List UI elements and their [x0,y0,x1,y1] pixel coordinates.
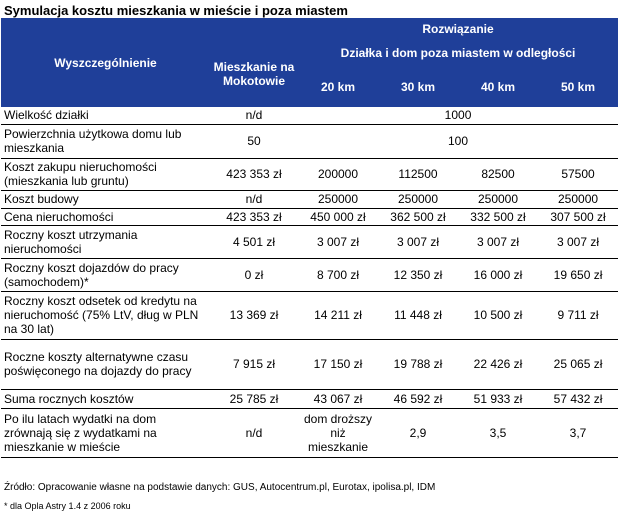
row-label: Koszt budowy [1,190,210,208]
cell-20km: 250000 [298,190,378,208]
table-title: Symulacja kosztu mieszkania w mieście i poza miastem [4,3,348,18]
row-label: Suma rocznych kosztów [1,389,210,408]
table-row [1,291,618,339]
cell-30km: 250000 [378,190,458,208]
table-row [1,258,618,291]
header-distance-40: 40 km [458,67,538,107]
cell-30km: 3 007 zł [378,225,458,258]
cell-mokotow: 7 915 zł [210,339,298,389]
source-note: Źródło: Opracowanie własne na podstawie danych: GUS, Autocentrum.pl, Eurotax, ipolisa.pl, IDM [4,482,436,493]
cell-50km: 25 065 zł [538,339,618,389]
cell-30km: 19 788 zł [378,339,458,389]
cell-40km: 332 500 zł [458,208,538,225]
cell-mokotow: 13 369 zł [210,291,298,339]
cell-50km: 307 500 zł [538,208,618,225]
cell-40km: 16 000 zł [458,258,538,291]
cell-50km: 250000 [538,190,618,208]
cell-40km: 22 426 zł [458,339,538,389]
header-distance-30: 30 km [378,67,458,107]
table-row [1,225,618,258]
table-row [1,408,618,457]
table-row [1,190,618,208]
cell-40km: 3,5 [458,408,538,457]
cell-mokotow: 25 785 zł [210,389,298,408]
cell-mokotow: 423 353 zł [210,158,298,190]
table-row [1,107,618,124]
cell-merged: 100 [298,124,618,158]
row-label: Po ilu latach wydatki na dom zrównają się z wydatkami na mieszkanie w mieście [1,408,210,457]
footnote [4,501,131,511]
cell-mokotow: n/d [210,107,298,124]
cell-50km: 3 007 zł [538,225,618,258]
cell-30km: 46 592 zł [378,389,458,408]
cell-20km: 450 000 zł [298,208,378,225]
footnote-mark: * [4,501,8,511]
cell-30km: 362 500 zł [378,208,458,225]
table-row [1,339,618,389]
row-label: Cena nieruchomości [1,208,210,225]
cell-20km: 14 211 zł [298,291,378,339]
footnote-text: dla Opla Astry 1.4 z 2006 roku [10,501,131,511]
cell-merged: 1000 [298,107,618,124]
header-mokotow: Mieszkanie na Mokotowie [210,18,298,107]
row-label: Koszt zakupu nieruchomości (mieszkania lub gruntu) [1,158,210,190]
cell-30km: 11 448 zł [378,291,458,339]
cell-40km: 82500 [458,158,538,190]
cell-50km: 57500 [538,158,618,190]
row-label: Powierzchnia użytkowa domu lub mieszkania [1,124,210,158]
header-distance-50: 50 km [538,67,618,107]
cell-20km: 3 007 zł [298,225,378,258]
row-label: Roczne koszty alternatywne czasu poświęconego na dojazdy do pracy [1,339,210,389]
row-label: Wielkość działki [1,107,210,124]
cell-mokotow: n/d [210,190,298,208]
cell-40km: 3 007 zł [458,225,538,258]
cell-50km: 9 711 zł [538,291,618,339]
cell-20km: 8 700 zł [298,258,378,291]
cell-30km: 2,9 [378,408,458,457]
cell-50km: 19 650 zł [538,258,618,291]
cell-20km: 200000 [298,158,378,190]
table-row [1,389,618,408]
cell-mokotow: n/d [210,408,298,457]
cell-20km: 43 067 zł [298,389,378,408]
header-solution: Rozwiązanie [298,18,618,39]
cell-40km: 10 500 zł [458,291,538,339]
row-label: Roczny koszt utrzymania nieruchomości [1,225,210,258]
cell-mokotow: 423 353 zł [210,208,298,225]
row-label: Roczny koszt odsetek od kredytu na nieruchomość (75% LtV, dług w PLN na 30 lat) [1,291,210,339]
cell-50km: 57 432 zł [538,389,618,408]
header-distance-20: 20 km [298,67,378,107]
table-row [1,124,618,158]
cell-20km: dom droższy niż mieszkanie [298,408,378,457]
cell-30km: 112500 [378,158,458,190]
cell-mokotow: 0 zł [210,258,298,291]
cell-20km: 17 150 zł [298,339,378,389]
cell-30km: 12 350 zł [378,258,458,291]
cost-comparison-table [1,18,618,458]
table-row [1,158,618,190]
cell-mokotow: 4 501 zł [210,225,298,258]
header-description: Wyszczególnienie [1,18,210,107]
cell-40km: 250000 [458,190,538,208]
cell-40km: 51 933 zł [458,389,538,408]
table-row [1,208,618,225]
cell-50km: 3,7 [538,408,618,457]
row-label: Roczny koszt dojazdów do pracy (samochodem)* [1,258,210,291]
header-distance-group: Działka i dom poza miastem w odległości [298,39,618,67]
cell-mokotow: 50 [210,124,298,158]
